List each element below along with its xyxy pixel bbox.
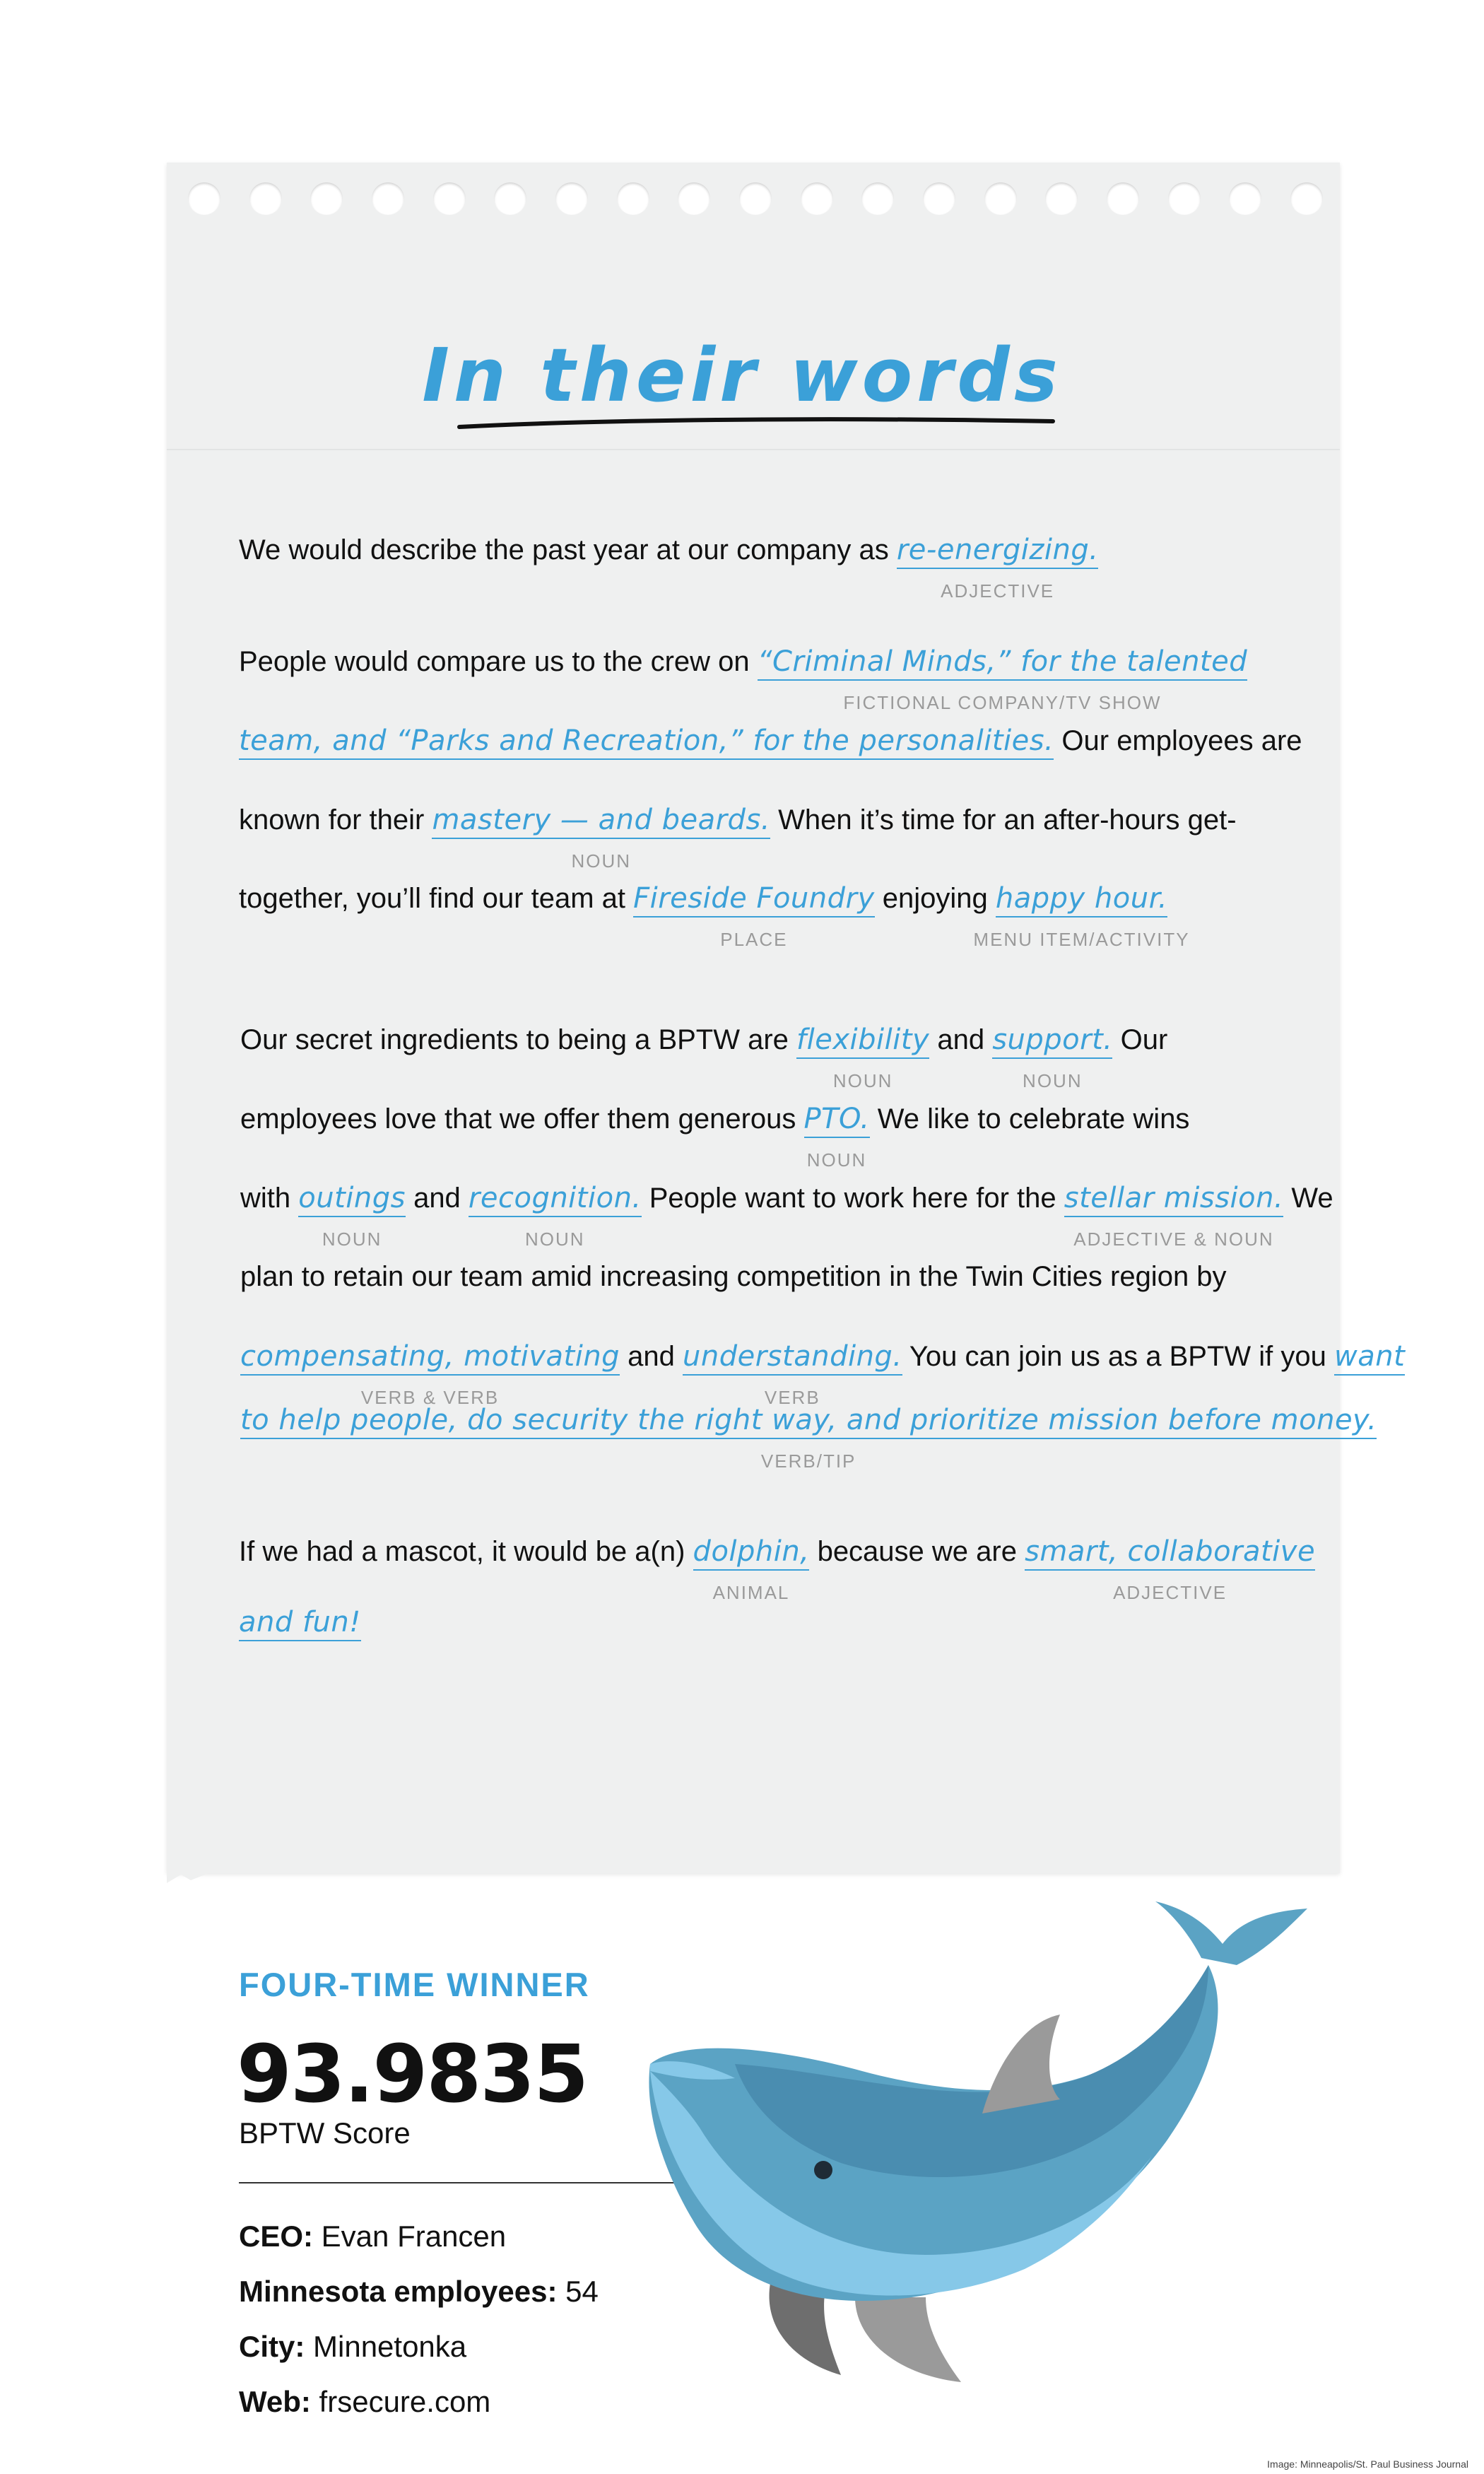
- answer-celebrate-1: [298, 1182, 406, 1250]
- answer-text: support.: [992, 1024, 1113, 1056]
- answer-tag: NOUN: [1023, 1070, 1083, 1091]
- answer-tag: NOUN: [806, 1149, 867, 1171]
- text-segment: together, you’ll find our team at: [239, 883, 634, 914]
- answer-tag: ANIMAL: [712, 1582, 790, 1603]
- answer-text: team, and “Parks and Recreation,” for the personalities.: [239, 725, 1054, 757]
- text-segment: Our secret ingredients to being a BPTW are: [240, 1024, 797, 1055]
- page-fold-line: [167, 449, 1340, 450]
- para3-line-6: [240, 1404, 1377, 1472]
- para2-line-2: [239, 725, 1302, 760]
- fact-label: Web:: [239, 2385, 311, 2418]
- para2-line-3: [239, 804, 1237, 872]
- dolphin-icon: [629, 1887, 1336, 2396]
- answer-text: happy hour.: [995, 882, 1168, 915]
- fact-value: 54: [557, 2275, 599, 2308]
- para3-line-2: [240, 1103, 1190, 1171]
- para4-line-2: [239, 1606, 361, 1641]
- binder-hole: [1045, 182, 1078, 215]
- binder-hole: [1290, 182, 1323, 215]
- answer-text: stellar mission.: [1064, 1182, 1284, 1214]
- text-segment: Our employees are: [1054, 725, 1302, 756]
- fact-employees: [239, 2275, 599, 2330]
- text-segment: When it’s time for an after-hours get-: [770, 804, 1237, 836]
- answer-activity: [973, 882, 1190, 950]
- answer-mascot: [693, 1535, 810, 1603]
- answer-tag: MENU ITEM/ACTIVITY: [973, 929, 1190, 950]
- para3-line-1: [240, 1024, 1168, 1091]
- binder-hole: [555, 182, 588, 215]
- answer-text: “Criminal Minds,” for the talented: [757, 645, 1248, 678]
- answer-place: [633, 882, 875, 950]
- text-segment: with: [240, 1183, 299, 1214]
- fact-city: [239, 2330, 599, 2385]
- answer-text: and fun!: [239, 1606, 361, 1638]
- torn-paper-edge: [0, 1788, 1343, 1901]
- answer-tag: ADJECTIVE: [1113, 1582, 1227, 1603]
- binder-hole: [188, 182, 220, 215]
- winner-badge: FOUR-TIME WINNER: [239, 1966, 590, 2003]
- answer-tag: ADJECTIVE & NOUN: [1073, 1229, 1274, 1250]
- answer-retain-1: [240, 1340, 620, 1408]
- answer-ingredient-2: [992, 1024, 1113, 1091]
- answer-text: to help people, do security the right way, and prioritize mission before money.: [240, 1404, 1377, 1436]
- binder-hole: [1168, 182, 1201, 215]
- answer-text: compensating, motivating: [240, 1340, 620, 1373]
- binder-hole: [739, 182, 772, 215]
- binder-hole: [861, 182, 894, 215]
- para3-line-4: [240, 1261, 1227, 1293]
- binder-hole: [1107, 182, 1139, 215]
- answer-text: PTO.: [803, 1103, 870, 1135]
- fact-value: frsecure.com: [310, 2385, 491, 2418]
- text-segment: You can join us as a BPTW if you: [902, 1341, 1334, 1372]
- fact-value: Evan Francen: [313, 2220, 507, 2253]
- fact-label: Minnesota employees:: [239, 2275, 558, 2308]
- text-segment: We would describe the past year at our company as: [239, 534, 897, 565]
- binder-hole: [372, 182, 404, 215]
- answer-text: dolphin,: [693, 1535, 810, 1568]
- answer-text: mastery — and beards.: [432, 804, 770, 836]
- answer-tag: NOUN: [322, 1229, 382, 1250]
- binder-hole: [801, 182, 833, 215]
- answer-text: flexibility: [796, 1024, 930, 1056]
- answer-tag: VERB/TIP: [760, 1450, 856, 1472]
- answer-tv-show: [757, 645, 1248, 713]
- text-segment: We: [1283, 1183, 1333, 1214]
- answer-tag: PLACE: [720, 929, 788, 950]
- answer-text: want: [1333, 1340, 1406, 1373]
- text-segment: People would compare us to the crew on: [239, 646, 758, 677]
- para3-line-3: [240, 1182, 1333, 1250]
- text-segment: We like to celebrate wins: [869, 1103, 1190, 1135]
- text-segment: and: [620, 1341, 683, 1372]
- fact-label: City:: [239, 2330, 305, 2363]
- binder-hole: [249, 182, 282, 215]
- para2-line-4: [239, 882, 1190, 950]
- answer-ingredient-1: [796, 1024, 930, 1091]
- text-segment: because we are: [809, 1536, 1025, 1567]
- binder-hole: [433, 182, 466, 215]
- answer-text: re-energizing.: [896, 534, 1099, 566]
- binder-hole: [678, 182, 710, 215]
- answer-retain-2: [683, 1340, 902, 1408]
- text-segment: plan to retain our team amid increasing competition in the Twin Cities region by: [240, 1261, 1227, 1292]
- para4-line-1: [239, 1535, 1316, 1603]
- answer-celebrate-2: [468, 1182, 642, 1250]
- text-segment: Our: [1112, 1024, 1168, 1055]
- answer-tag: NOUN: [525, 1229, 585, 1250]
- text-segment: People want to work here for the: [641, 1183, 1064, 1214]
- answer-tv-show-cont: [239, 725, 1054, 760]
- answer-known-for: [432, 804, 770, 872]
- text-segment: If we had a mascot, it would be a(n): [239, 1536, 693, 1567]
- answer-tag: NOUN: [832, 1070, 893, 1091]
- para2-line-1: [239, 645, 1248, 713]
- company-facts: [239, 2220, 599, 2440]
- image-credit: Image: Minneapolis/St. Paul Business Journal: [1267, 2458, 1468, 2470]
- answer-join-cont: [240, 1404, 1377, 1472]
- answer-tag: NOUN: [571, 850, 632, 872]
- answer-text: outings: [298, 1182, 406, 1214]
- fact-label: CEO:: [239, 2220, 313, 2253]
- answer-tag: ADJECTIVE: [941, 580, 1055, 602]
- binder-hole: [923, 182, 955, 215]
- answer-mission: [1064, 1182, 1284, 1250]
- para1-line: [239, 534, 1099, 602]
- bptw-score: 93.9835: [237, 2029, 588, 2121]
- answer-tag: VERB: [764, 1387, 820, 1408]
- text-segment: and: [405, 1183, 469, 1214]
- binder-hole: [1229, 182, 1261, 215]
- answer-tag: VERB & VERB: [360, 1387, 500, 1408]
- binder-holes: [188, 182, 1323, 218]
- answer-traits-cont: [239, 1606, 361, 1641]
- binder-hole: [310, 182, 343, 215]
- fact-value: Minnetonka: [305, 2330, 467, 2363]
- binder-hole: [494, 182, 526, 215]
- text-segment: known for their: [239, 804, 432, 836]
- binder-hole: [984, 182, 1017, 215]
- answer-text: smart, collaborative: [1025, 1535, 1316, 1568]
- answer-benefit: [803, 1103, 870, 1171]
- answer-past-year: [896, 534, 1099, 602]
- text-segment: and: [929, 1024, 993, 1055]
- answer-traits: [1025, 1535, 1316, 1603]
- answer-join: [1334, 1340, 1405, 1376]
- answer-text: recognition.: [468, 1182, 642, 1214]
- para3-line-5: [240, 1340, 1406, 1408]
- binder-hole: [617, 182, 649, 215]
- answer-tag: FICTIONAL COMPANY/TV SHOW: [843, 692, 1162, 713]
- page-title: In their words: [422, 332, 1062, 418]
- text-segment: enjoying: [874, 883, 996, 914]
- fact-web: [239, 2385, 599, 2440]
- answer-text: Fireside Foundry: [633, 882, 875, 915]
- text-segment: employees love that we offer them generous: [240, 1103, 804, 1135]
- fact-ceo: [239, 2220, 599, 2275]
- answer-text: understanding.: [683, 1340, 902, 1373]
- score-label: BPTW Score: [239, 2116, 411, 2150]
- title-underline: [456, 410, 1056, 438]
